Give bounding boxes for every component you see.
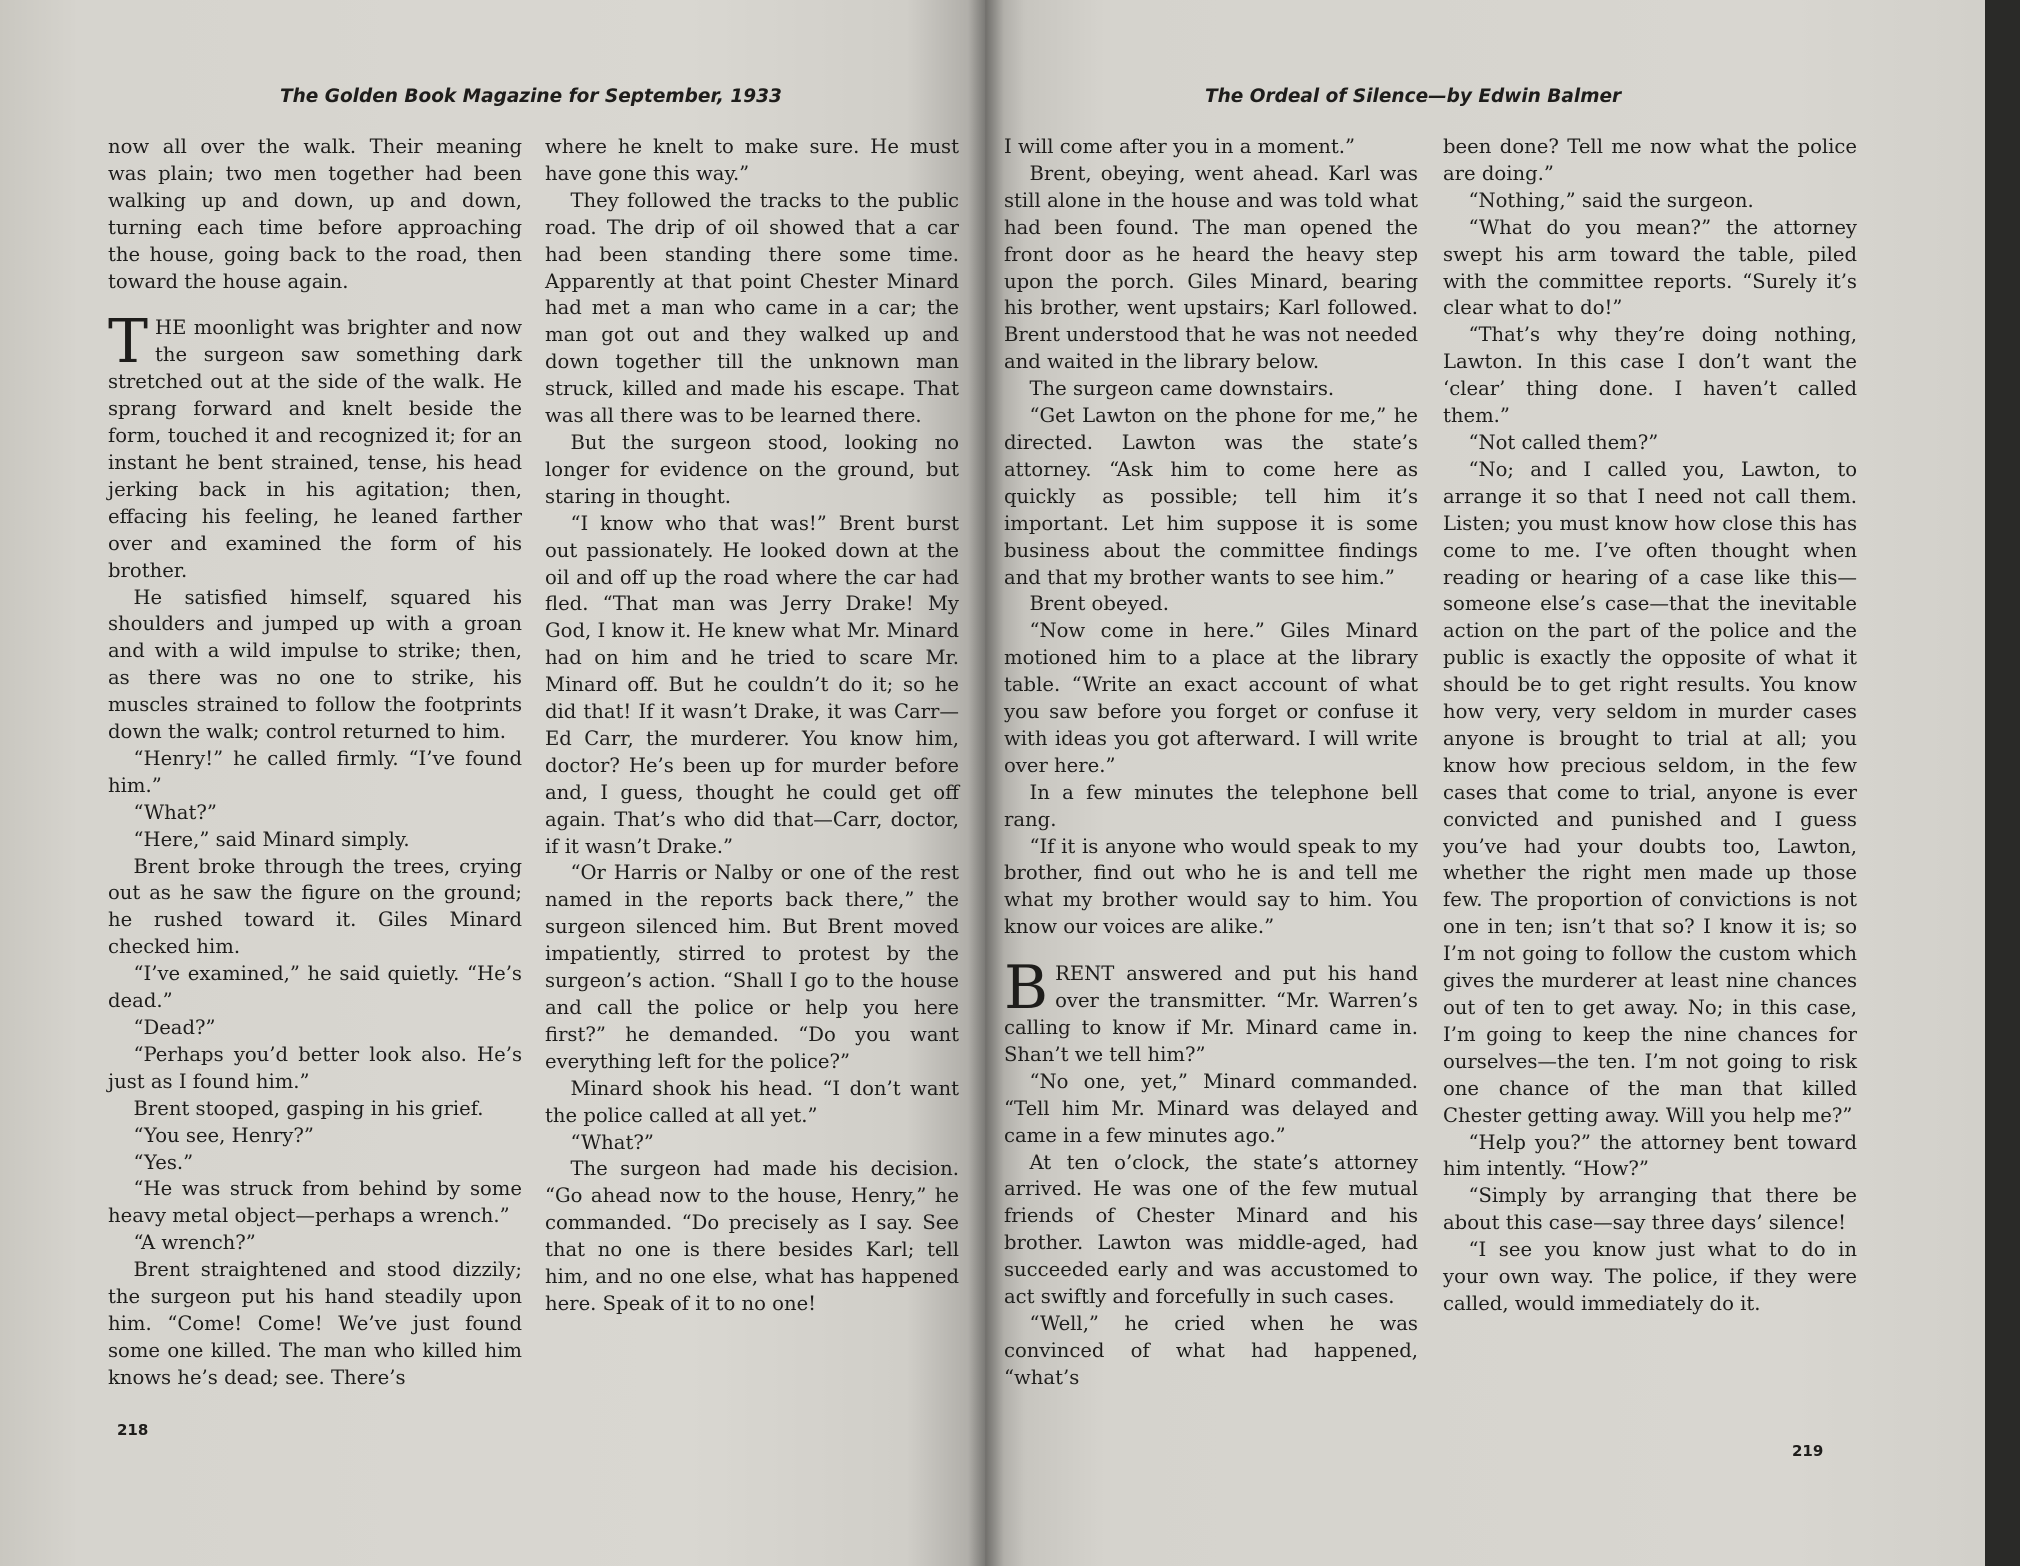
paragraph: The surgeon had made his decision. “Go ahead now to the house, Henry,” he commanded. “Do precisely as I say. See that no one is there besides Karl; tell him, and no one else, what has happened here. Speak of it to no one! (545, 1157, 959, 1315)
right-page (985, 0, 1985, 1566)
section-opening-paragraph (108, 307, 522, 584)
paragraph: “Get Lawton on the phone for me,” he directed. Lawton was the state’s attorney. “Ask him to come here as quickly as possible; tell him it’s important. Let him suppose it is some business about the committee findings and that my brother wants to see him.” (1004, 404, 1418, 589)
left-page-column-1 (108, 134, 522, 1392)
paragraph: Brent straightened and stood dizzily; the surgeon put his hand steadily upon him. “Come! Come! We’ve just found some one killed. The man who killed him knows he’s dead; see. There’s (108, 1258, 522, 1389)
paragraph: “Well,” he cried when he was convinced of what had happened, “what’s (1004, 1311, 1418, 1389)
page-number-left: 218 (117, 1421, 149, 1439)
page-number-right: 219 (1792, 1442, 1824, 1460)
paragraph: “Help you?” the attorney bent toward him intently. “How?” (1443, 1130, 1857, 1181)
paragraph: The surgeon came downstairs. (1029, 377, 1335, 401)
paragraph: where he knelt to make sure. He must have gone this way.” (545, 135, 959, 185)
paragraph: “Henry!” he called firmly. “I’ve found him.” (108, 746, 522, 797)
paragraph: “I see you know just what to do in your own way. The police, if they were called, would immediately do it. (1443, 1238, 1857, 1315)
paragraph: “You see, Henry?” (133, 1123, 314, 1147)
paragraph: “What?” (570, 1130, 654, 1154)
paragraph: They followed the tracks to the public road. The drip of oil showed that a car had been standing there some time. Apparently at that point Chester Minard had met a man who came in a car; the man got out and they walked up and down together till the unknown man struck, killed and made his escape. That was all there was to be learned there. (545, 188, 959, 428)
paragraph: At ten o’clock, the state’s attorney arrived. He was one of the few mutual friends of Chester Minard and his brother. Lawton was middle-aged, had succeeded early and was accustomed to act swiftly and forcefully in such cases. (1004, 1150, 1418, 1309)
paragraph: But the surgeon stood, looking no longer for evidence on the ground, but staring in thought. (545, 430, 959, 508)
left-page-column-2 (545, 134, 959, 1318)
paragraph: “Simply by arranging that there be about this case—say three days’ silence! (1443, 1184, 1857, 1235)
paragraph: “Nothing,” said the surgeon. (1468, 188, 1754, 212)
paragraph: “Or Harris or Nalby or one of the rest named in the reports back there,” the surgeon silenced him. But Brent moved impatiently, stirred to protest by the surgeon’s action. “Shall I go to the house and call the police or help you here first?” he demanded. “Do you want everything left for the police?” (545, 861, 959, 1073)
paragraph: Brent broke through the trees, crying out as he saw the figure on the ground; he rushed toward it. Giles Minard checked him. (108, 854, 522, 959)
paragraph: Brent stooped, gasping in his grief. (133, 1096, 484, 1120)
paragraph: Minard shook his head. “I don’t want the police called at all yet.” (545, 1076, 959, 1127)
paragraph: “What do you mean?” the attorney swept his arm toward the table, piled with the committee reports. “Surely it’s clear what to do!” (1443, 215, 1857, 320)
left-page (0, 0, 985, 1566)
paragraph: “I’ve examined,” he said quietly. “He’s dead.” (108, 962, 522, 1013)
paragraph: “That’s why they’re doing nothing, Lawton. In this case I don’t want the ‘clear’ thing done. I haven’t called them.” (1443, 323, 1857, 428)
paragraph: now all over the walk. Their meaning was plain; two men together had been walking up and down, up and down, turning each time before approaching the house, going back to the road, then toward the house again. (108, 135, 522, 293)
section-opening-text: answered and put his hand over the transmitter. “Mr. Warren’s calling to know if Mr. Minard came in. Shan’t we tell him?” (1004, 962, 1418, 1066)
drop-cap: B (1004, 953, 1049, 1024)
paragraph: “No one, yet,” Minard commanded. “Tell him Mr. Minard was delayed and came in a few minutes ago.” (1004, 1069, 1418, 1147)
paragraph: “Now come in here.” Giles Minard motioned him to a place at the library table. “Write an exact account of what you saw before you forget or confuse it with ideas you got afterward. I will write over here.” (1004, 619, 1418, 777)
section-opening-text: moonlight was brighter and now the surgeon saw something dark stretched out at the side of the walk. He sprang forward and knelt beside the form, touched it and recognized it; for an instant he bent strained, tense, his head jerking back in his agitation; then, effacing his feeling, he leaned farther over and examined the form of his brother. (108, 316, 522, 582)
paragraph: He satisfied himself, squared his shoulders and jumped up with a groan and with a wild impulse to strike; then, as there was no one to strike, his muscles strained to follow the footprints down the walk; control returned to him. (108, 585, 522, 744)
paragraph: In a few minutes the telephone bell rang. (1004, 780, 1418, 831)
paragraph: “Yes.” (133, 1150, 194, 1174)
paragraph: “Here,” said Minard simply. (133, 827, 410, 851)
right-page-column-2 (1443, 134, 1857, 1318)
small-caps-lead: HE (155, 316, 187, 340)
paragraph: Brent obeyed. (1029, 592, 1169, 616)
drop-cap: T (108, 307, 149, 378)
paragraph: been done? Tell me now what the police are doing.” (1443, 135, 1857, 185)
paragraph: I will come after you in a moment.” (1004, 135, 1355, 158)
paragraph: “Not called them?” (1468, 430, 1659, 454)
paragraph: “He was struck from behind by some heavy metal object—perhaps a wrench.” (108, 1177, 522, 1228)
small-caps-lead: RENT (1055, 962, 1115, 986)
paragraph: “What?” (133, 800, 217, 824)
running-head-left: The Golden Book Magazine for September, 1933 (280, 86, 782, 107)
paragraph: “If it is anyone who would speak to my brother, find out who he is and tell me what my brother would say to him. You know our voices are alike.” (1004, 834, 1418, 939)
running-head-right: The Ordeal of Silence—by Edwin Balmer (1205, 86, 1622, 107)
paragraph: “I know who that was!” Brent burst out passionately. He looked down at the oil and off up the road where the car had fled. “That man was Jerry Drake! My God, I know it. He knew what Mr. Minard had on him and he tried to scare Mr. Minard off. But he couldn’t do it; so he did that! If it wasn’t Drake, it was Carr—Ed Carr, the murderer. You know him, doctor? He’s been up for murder before and, I guess, thought he could get off again. That’s who did that—Carr, doctor, if it wasn’t Drake.” (545, 511, 959, 858)
right-page-column-1 (1004, 134, 1418, 1392)
paragraph: “A wrench?” (133, 1231, 256, 1255)
paragraph: “No; and I called you, Lawton, to arrange it so that I need not call them. Listen; you must know how close this has come to me. I’ve often thought when reading or hearing of a case like this—someone else’s case—that the inevitable action on the part of the police and the public is exactly the opposite of what it should be to get right results. You know how very, very seldom in murder cases anyone is brought to trial at all; you know how precious seldom, in the few cases that come to trial, anyone is ever convicted and punished and I guess you’ve had your doubts too, Lawton, whether the right men made up those few. The proportion of convictions is not one in ten; isn’t that so? I know it is; so I’m not going to follow the custom which gives the murderer at least nine chances out of ten to get away. No; in this case, I’m going to keep the nine chances for ourselves—the ten. I’m not going to risk one chance of the man that killed Chester getting away. Will you help me?” (1443, 457, 1857, 1127)
section-opening-paragraph (1004, 953, 1418, 1069)
paragraph: Brent, obeying, went ahead. Karl was still alone in the house and was told what had been found. The man opened the front door as he heard the heavy step upon the porch. Giles Minard, bearing his brother, went upstairs; Karl followed. Brent understood that he was not needed and waited in the library below. (1004, 161, 1418, 374)
paragraph: “Perhaps you’d better look also. He’s just as I found him.” (108, 1042, 522, 1093)
paragraph: “Dead?” (133, 1016, 216, 1039)
